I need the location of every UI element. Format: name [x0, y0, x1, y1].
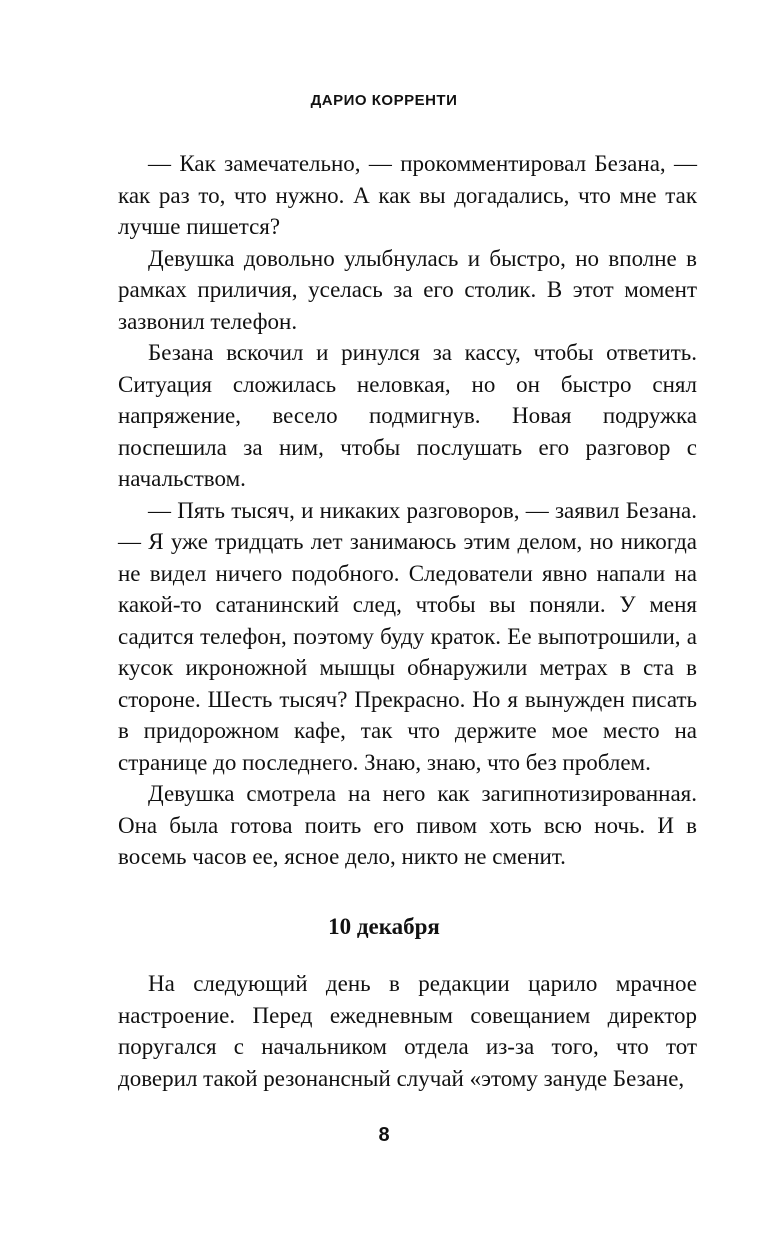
paragraph: Девушка смотрела на него как загипнотизированная. Она была готова поить его пивом хоть всю ночь. И в восемь часов ее, ясное дело, никто не сменит. [118, 781, 697, 869]
running-head-author: ДАРИО КОРРЕНТИ [310, 92, 458, 109]
paragraph: Безана вскочил и ринулся за кассу, чтобы ответить. Ситуация сложилась неловкая, но он быстро снял напряжение, весело подмигнув. Новая подружка поспешила за ним, чтобы послушать его разговор с начальством. [118, 340, 697, 491]
paragraph: — Пять тысяч, и никаких разговоров, — заявил Безана. — Я уже тридцать лет занимаюсь этим делом, но никогда не видел ничего подобного. Следователи явно напали на какой-то сатанинский след, чтобы вы поняли. У меня садится телефон, поэтому буду краток. Ее выпотрошили, а кусок икроножной мышцы обнаружили метрах в ста в стороне. Шесть тысяч? Прекрасно. Но я вынужден писать в придорожном кафе, так что держите мое место на странице до последнего. Знаю, знаю, что без проблем. [118, 497, 697, 775]
page-number: 8 [378, 1124, 390, 1146]
paragraph: — Как замечательно, — прокомментировал Безана, — как раз то, что нужно. А как вы догадались, что мне так лучше пишется? [118, 151, 697, 239]
paragraph: Девушка довольно улыбнулась и быстро, но вполне в рамках приличия, уселась за его столик. В этот момент зазвонил телефон. [118, 245, 697, 334]
section-heading-date: 10 декабря [328, 914, 440, 939]
paragraph: На следующий день в редакции царило мрачное настроение. Перед ежедневным совещанием директор поругался с начальником отдела из-за того, что тот доверил такой резонансный случай «этому зануде Безане, [118, 971, 697, 1091]
main-text [118, 148, 697, 873]
section-text [118, 968, 697, 1094]
